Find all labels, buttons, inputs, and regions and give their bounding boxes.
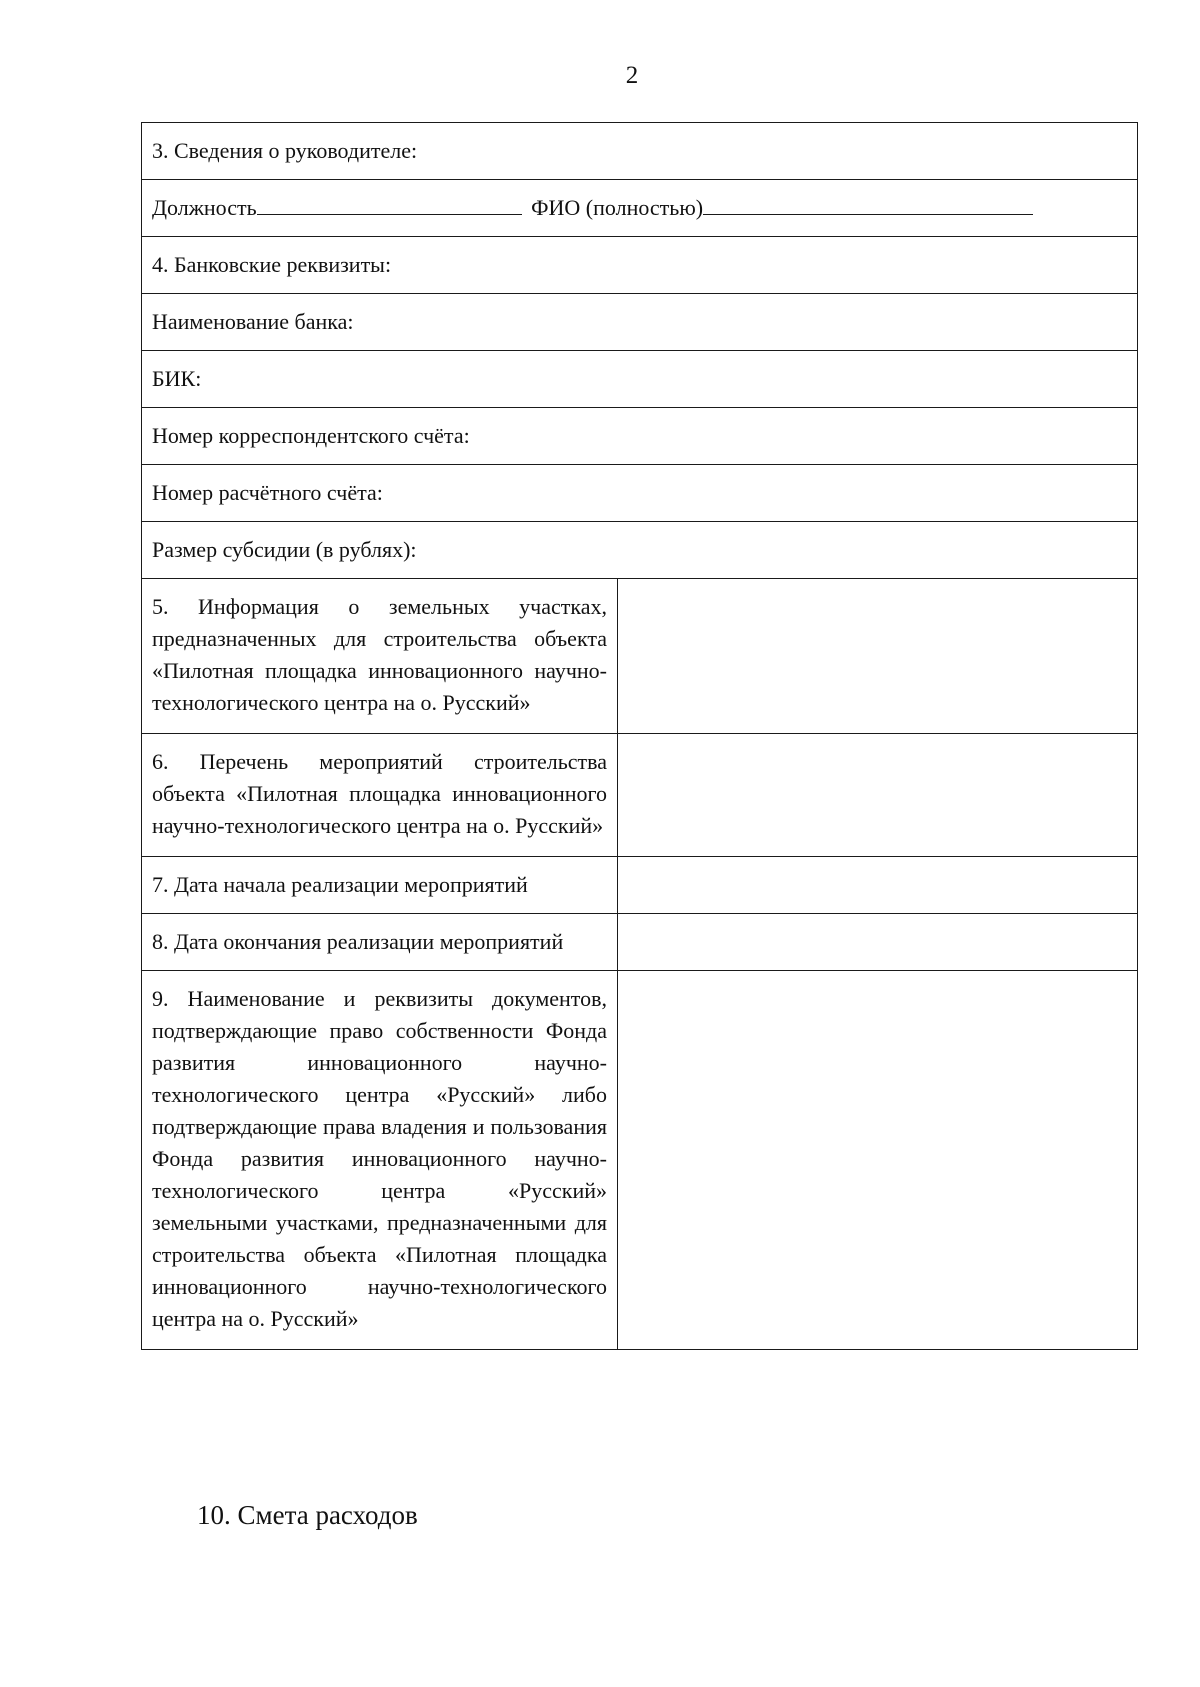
item9-label-cell: 9. Наименование и реквизиты документов, подтверждающие право собственности Фонда развития инновационного научно-технологического центра «Русский» либо подтверждающие права владения и пользования Фонда развития инновационного научно-технологического центра «Русский» земельными участками, предназначенными для строительства объекта «Пилотная площадка инновационного научно-технологического центра на о. Русский» bbox=[142, 971, 618, 1350]
corr-account-cell: Номер корреспондентского счёта: bbox=[142, 408, 1138, 465]
section-heading-cost-estimate: 10. Смета расходов bbox=[197, 1500, 418, 1530]
row-settlement-account bbox=[142, 465, 1138, 522]
row-item7 bbox=[142, 857, 1138, 914]
page-number: 2 bbox=[625, 62, 639, 89]
bik-cell: БИК: bbox=[142, 351, 1138, 408]
item5-value-cell[interactable] bbox=[618, 579, 1138, 734]
settlement-account-cell: Номер расчётного счёта: bbox=[142, 465, 1138, 522]
row-corr-account bbox=[142, 408, 1138, 465]
item9-value-cell[interactable] bbox=[618, 971, 1138, 1350]
fio-fill-line[interactable] bbox=[703, 192, 1033, 215]
item7-value-cell[interactable] bbox=[618, 857, 1138, 914]
bank-name-cell: Наименование банка: bbox=[142, 294, 1138, 351]
item8-label-cell: 8. Дата окончания реализации мероприятий bbox=[142, 914, 618, 971]
row-bank-details-title bbox=[142, 237, 1138, 294]
row-item8 bbox=[142, 914, 1138, 971]
row-subsidy-amount bbox=[142, 522, 1138, 579]
item6-value-cell[interactable] bbox=[618, 734, 1138, 857]
subsidy-amount-cell: Размер субсидии (в рублях): bbox=[142, 522, 1138, 579]
row-bik bbox=[142, 351, 1138, 408]
item5-label-cell: 5. Информация о земельных участках, предназначенных для строительства объекта «Пилотная площадка инновационного научно-технологического центра на о. Русский» bbox=[142, 579, 618, 734]
item8-value-cell[interactable] bbox=[618, 914, 1138, 971]
bank-details-title-cell: 4. Банковские реквизиты: bbox=[142, 237, 1138, 294]
row-head-title bbox=[142, 123, 1138, 180]
position-fill-line[interactable] bbox=[257, 192, 522, 215]
item7-label-cell: 7. Дата начала реализации мероприятий bbox=[142, 857, 618, 914]
row-item9 bbox=[142, 971, 1138, 1350]
head-details-cell bbox=[142, 180, 1138, 237]
row-item5 bbox=[142, 579, 1138, 734]
position-label: Должность bbox=[152, 195, 257, 220]
head-title-cell: 3. Сведения о руководителе: bbox=[142, 123, 1138, 180]
row-head-details bbox=[142, 180, 1138, 237]
fio-label: ФИО (полностью) bbox=[531, 195, 704, 220]
row-bank-name bbox=[142, 294, 1138, 351]
row-item6 bbox=[142, 734, 1138, 857]
application-form-table bbox=[141, 122, 1138, 1350]
item6-label-cell: 6. Перечень мероприятий строительства объекта «Пилотная площадка инновационного научно-технологического центра на о. Русский» bbox=[142, 734, 618, 857]
